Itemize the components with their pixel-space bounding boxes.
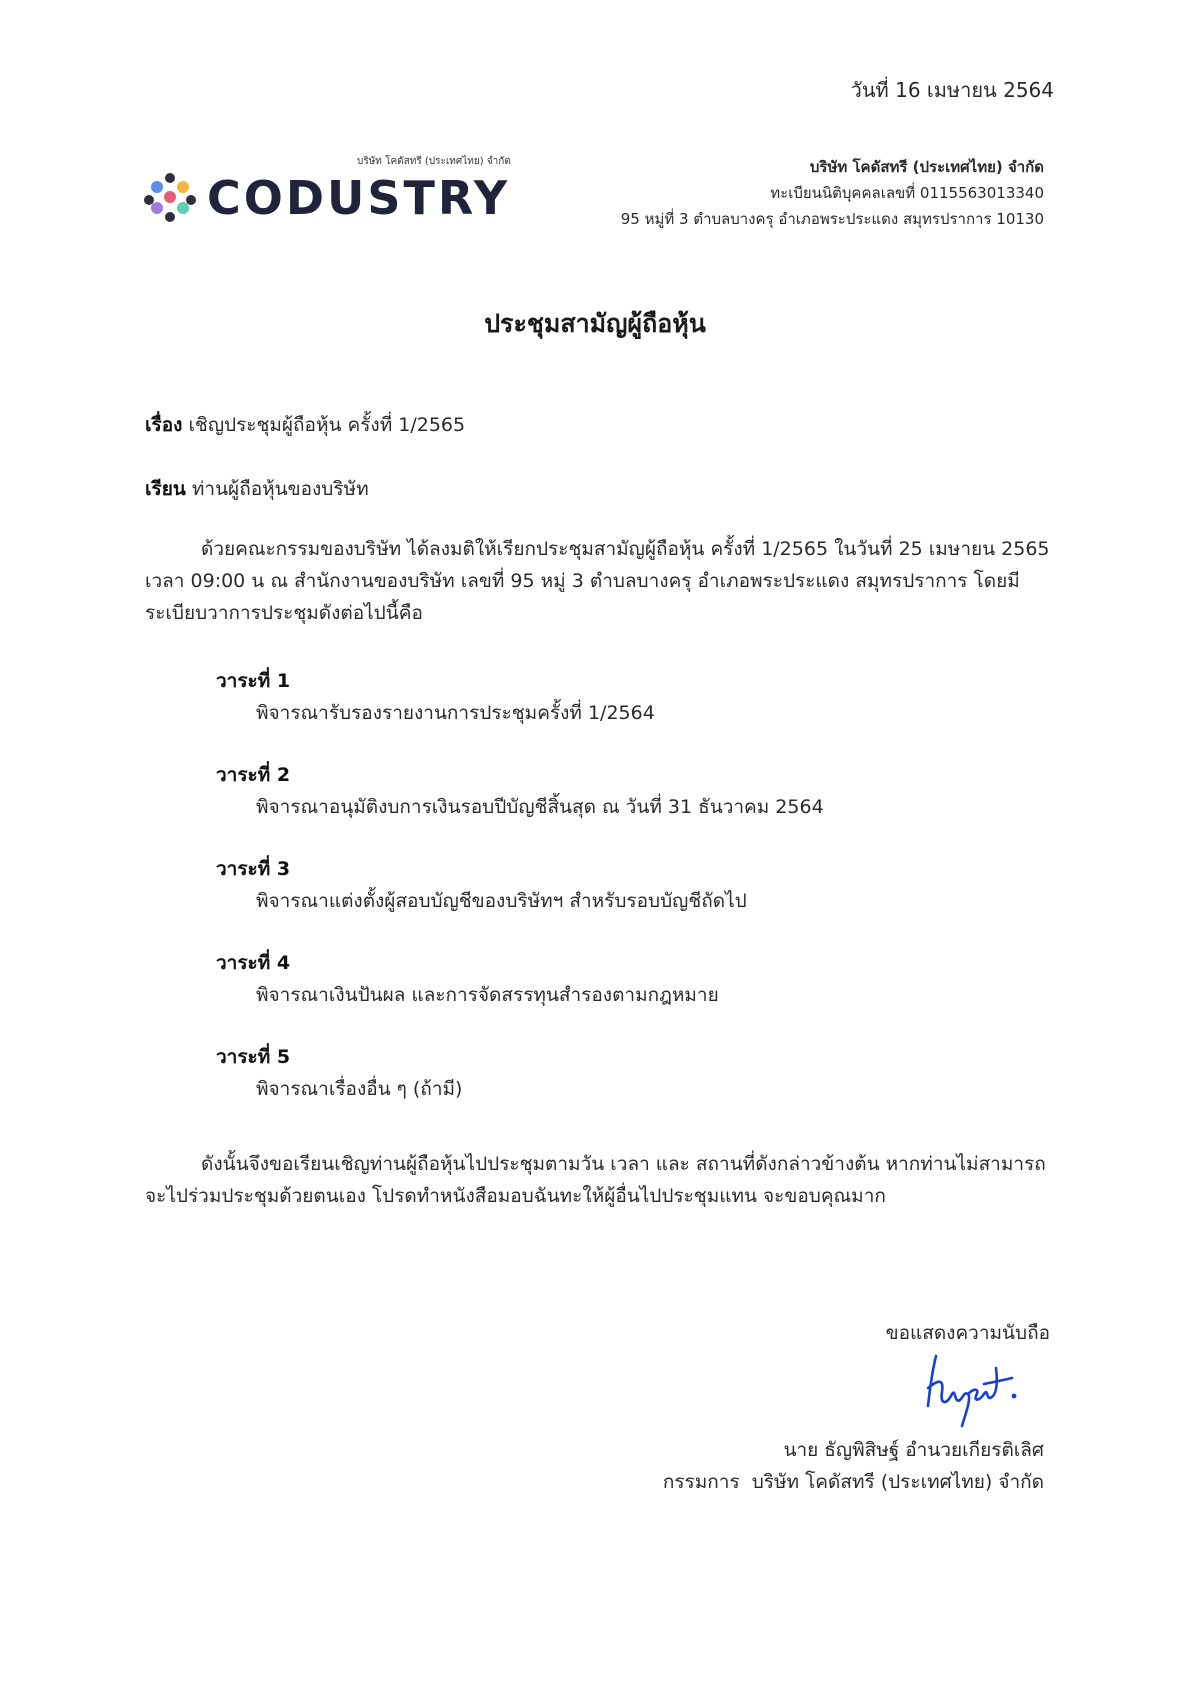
logo-dot — [177, 202, 189, 214]
handwritten-signature — [924, 1348, 1024, 1428]
agenda-item — [216, 759, 1036, 823]
agenda-description: พิจารณาแต่งตั้งผู้สอบบัญชีของบริษัทฯ สำหรับรอบบัญชีถัดไป — [256, 890, 747, 912]
agenda-title: วาระที่ 1 — [216, 670, 291, 692]
recipient-line — [145, 474, 369, 504]
logo-dot — [177, 181, 189, 193]
signer-name: นาย ธัญพิสิษฐ์ อำนวยเกียรติเลิศ — [783, 1439, 1044, 1461]
agenda-title: วาระที่ 3 — [216, 858, 291, 880]
signer-position: กรรมการ บริษัท โคดัสทรี (ประเทศไทย) จำกัด — [662, 1471, 1044, 1493]
logo-dot — [151, 181, 163, 193]
agenda-item — [216, 665, 1036, 729]
logo-dot — [164, 191, 176, 203]
agenda-item — [216, 1041, 1036, 1105]
company-address: 95 หมู่ที่ 3 ตำบลบางครุ อำเภอพระประแดง สมุทรปราการ 10130 — [620, 210, 1044, 228]
agenda-title: วาระที่ 2 — [216, 764, 291, 786]
logo-dot — [151, 202, 163, 214]
agenda-description: พิจารณาเงินปันผล และการจัดสรรทุนสำรองตามกฎหมาย — [256, 984, 719, 1006]
company-registration: ทะเบียนนิติบุคคลเลขที่ 0115563013340 — [770, 184, 1044, 202]
logo-wordmark: CODUSTRY — [207, 171, 511, 225]
letter-date: วันที่ 16 เมษายน 2564 — [850, 78, 1054, 102]
document-title: ประชุมสามัญผู้ถือหุ้น — [484, 309, 706, 338]
agenda-description: พิจารณารับรองรายงานการประชุมครั้งที่ 1/2564 — [256, 702, 655, 724]
agenda-description: พิจารณาอนุมัติงบการเงินรอบปีบัญชีสิ้นสุด ณ วันที่ 31 ธันวาคม 2564 — [256, 796, 824, 818]
logo-dot — [144, 195, 154, 205]
subject-text: เชิญประชุมผู้ถือหุ้น ครั้งที่ 1/2565 — [188, 414, 466, 436]
agenda-title: วาระที่ 5 — [216, 1046, 291, 1068]
closing-salutation: ขอแสดงความนับถือ — [885, 1322, 1050, 1344]
agenda-description: พิจารณาเรื่องอื่น ๆ (ถ้ามี) — [256, 1078, 463, 1100]
company-logo — [143, 152, 511, 232]
company-name: บริษัท โคดัสทรี (ประเทศไทย) จำกัด — [809, 158, 1044, 176]
logo-tagline: บริษัท โคดัสทรี (ประเทศไทย) จำกัด — [357, 156, 511, 167]
logo-dot — [165, 212, 175, 222]
recipient-text: ท่านผู้ถือหุ้นของบริษัท — [191, 478, 369, 500]
company-info — [621, 154, 1044, 232]
subject-line — [145, 410, 465, 440]
closing-paragraph: ดังนั้นจึงขอเรียนเชิญท่านผู้ถือหุ้นไปประชุมตามวัน เวลา และ สถานที่ดังกล่าวข้างต้น หากท่านไม่สามารถจะไปร่วมประชุมด้วยตนเอง โปรดทำหนังสือมอบฉันทะให้ผู้อื่นไปประชุมแทน จะขอบคุณมาก — [145, 1153, 1046, 1207]
recipient-label: เรียน — [145, 478, 186, 500]
intro-paragraph: ด้วยคณะกรรมของบริษัท ได้ลงมติให้เรียกประชุมสามัญผู้ถือหุ้น ครั้งที่ 1/2565 ในวันที่ 25 เมษายน 2565 เวลา 09:00 น ณ สำนักงานของบริษัท เลขที่ 95 หมู่ 3 ตำบลบางครุ อำเภอพระประแดง สมุทรปราการ โดยมีระเบียบวาการประชุมดังต่อไปนี้คือ — [145, 538, 1050, 624]
logo-dot — [186, 195, 196, 205]
agenda-title: วาระที่ 4 — [216, 952, 291, 974]
agenda-item — [216, 947, 1036, 1011]
agenda-list — [216, 665, 1036, 1135]
agenda-item — [216, 853, 1036, 917]
logo-dots-icon — [143, 170, 197, 224]
signer-block — [663, 1434, 1044, 1498]
subject-label: เรื่อง — [145, 414, 183, 436]
logo-dot — [165, 173, 175, 183]
